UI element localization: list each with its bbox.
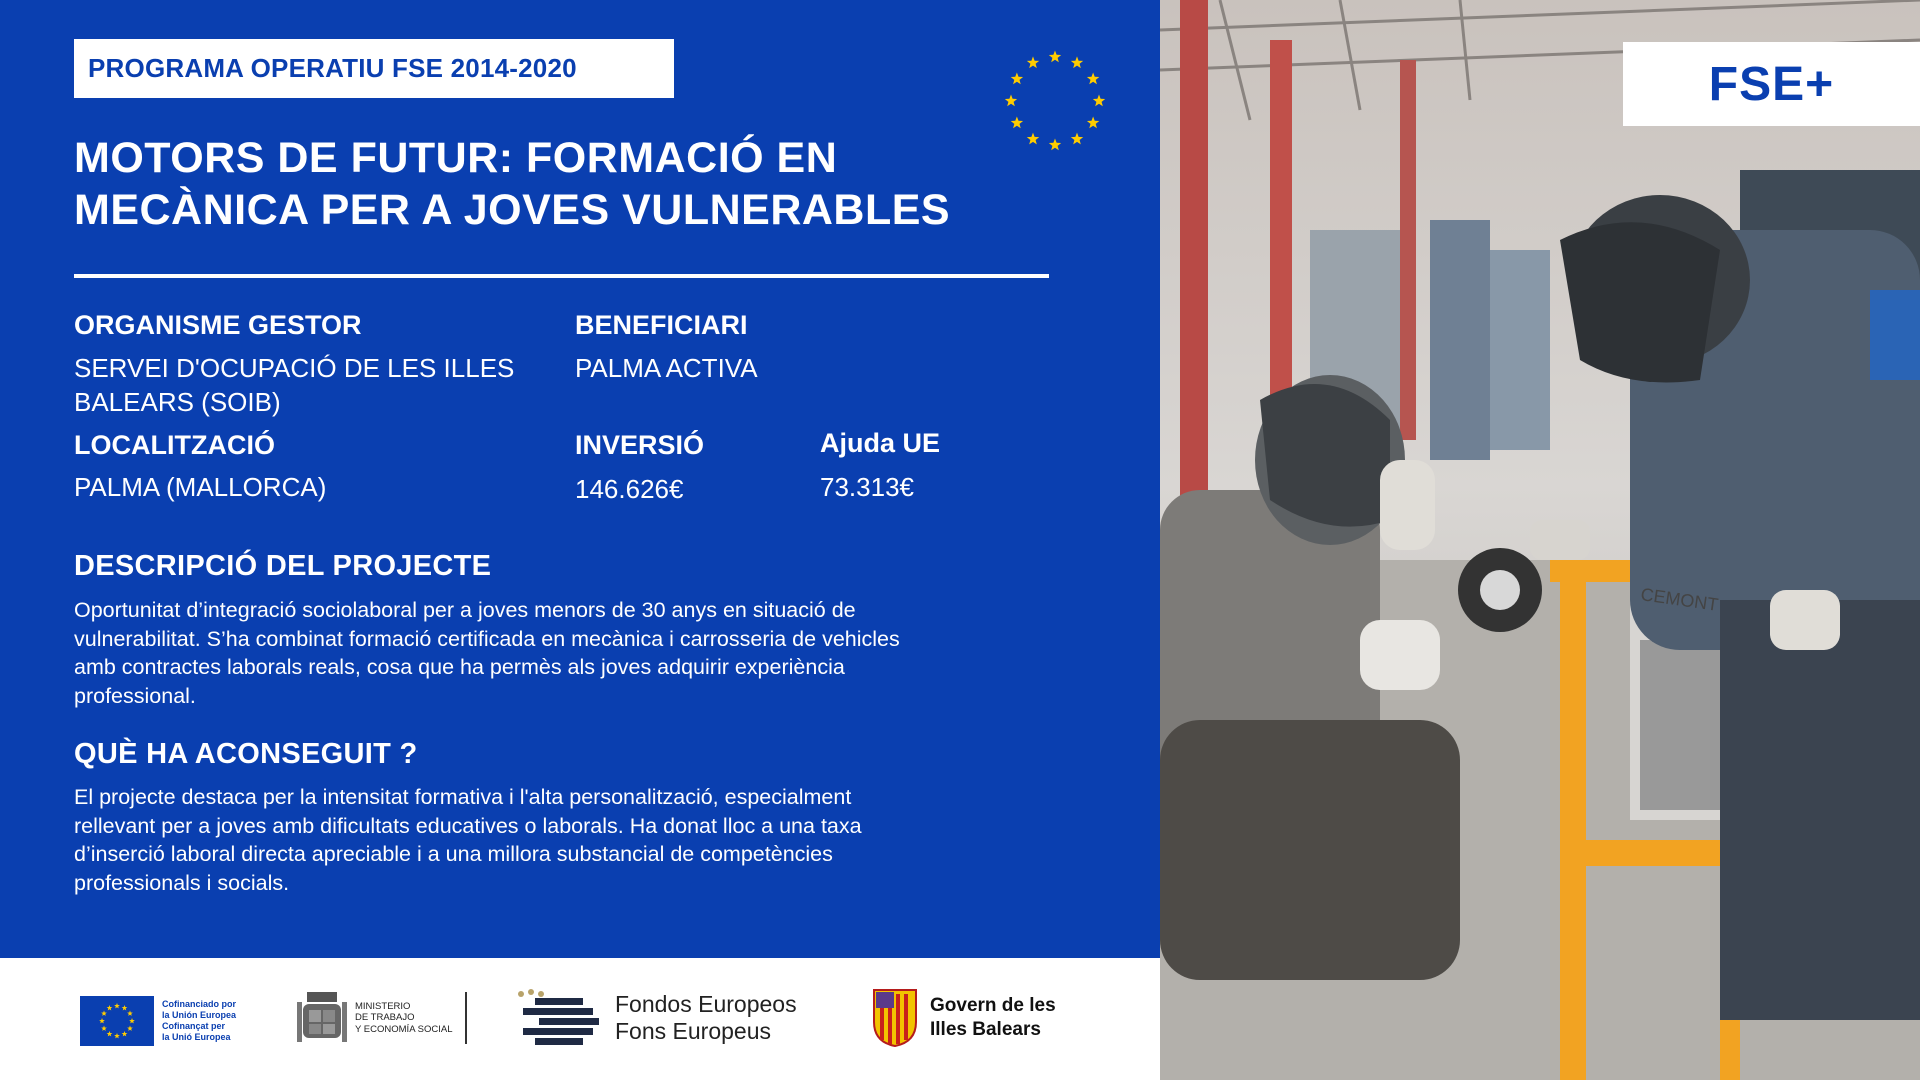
eu-star-icon <box>1011 73 1023 85</box>
govern-line-1: Govern de les <box>930 995 1056 1016</box>
ministerio-text <box>355 1001 453 1036</box>
title-divider <box>74 274 1049 278</box>
description-heading: DESCRIPCIÓ DEL PROJECTE <box>74 550 492 582</box>
eu-cofinancing-logo <box>80 996 236 1046</box>
eu-star-icon <box>1087 117 1099 129</box>
eu-star-icon <box>1005 95 1017 107</box>
fondos-europeos-icon <box>515 988 603 1048</box>
eu-star-icon <box>1071 56 1083 68</box>
spain-coat-of-arms-icon <box>295 988 349 1048</box>
achievements-line-3: d’inserció laboral directa apreciable i a una millora substancial de competències <box>74 842 833 867</box>
eu-star-icon <box>1027 56 1039 68</box>
organisme-value-line-2: BALEARS (SOIB) <box>74 387 281 417</box>
ministerio-separator <box>465 992 467 1044</box>
eu-flag-icon <box>80 996 154 1046</box>
balearic-shield-icon <box>872 988 918 1048</box>
description-line-2: vulnerabilitat. S’ha combinat formació certificada en mecànica i carrosseria de vehicles <box>74 626 900 651</box>
eu-logo-line-1: Cofinanciado por <box>162 999 236 1009</box>
title-line-2: MECÀNICA PER A JOVES VULNERABLES <box>74 186 951 234</box>
eu-logo-text <box>162 999 236 1043</box>
fse-plus-label: FSE+ <box>1708 57 1835 111</box>
workshop-photo-illustration <box>1160 0 1920 1080</box>
program-label: PROGRAMA OPERATIU FSE 2014-2020 <box>88 53 577 83</box>
achievements-line-2: rellevant per a joves amb dificultats educatives o laborals. Ha donat lloc a una taxa <box>74 813 862 838</box>
inversio-label: INVERSIÓ <box>575 430 705 460</box>
organisme-label: ORGANISME GESTOR <box>74 310 362 340</box>
eu-logo-line-2: la Unión Europea <box>162 1010 237 1020</box>
workshop-photo <box>1160 0 1920 1080</box>
localitzacio-value: PALMA (MALLORCA) <box>74 472 327 502</box>
eu-star-icon <box>1087 73 1099 85</box>
ministerio-line-1: MINISTERIO <box>355 1000 411 1012</box>
description-line-1: Oportunitat d’integració sociolaboral per a joves menors de 30 anys en situació de <box>74 598 856 622</box>
achievements-heading: QUÈ HA ACONSEGUIT ? <box>74 738 418 770</box>
description-line-4: professional. <box>74 683 196 708</box>
organisme-value-line-1: SERVEI D'OCUPACIÓ DE LES ILLES <box>74 353 515 383</box>
eu-star-icon <box>1049 51 1061 63</box>
beneficiari-value: PALMA ACTIVA <box>575 353 758 383</box>
footer-logos <box>0 958 1160 1080</box>
organisme-value <box>74 351 514 419</box>
ajuda-label: Ajuda UE <box>820 428 941 458</box>
govern-text <box>930 994 1056 1042</box>
fondos-europeos-logo <box>515 988 797 1048</box>
ajuda-value: 73.313€ <box>820 472 914 502</box>
ministerio-line-2: DE TRABAJO <box>355 1012 415 1024</box>
ministerio-line-3: Y ECONOMÍA SOCIAL <box>355 1023 453 1035</box>
achievements-line-4: professionals i socials. <box>74 870 290 895</box>
achievements-text <box>74 783 1064 897</box>
description-line-3: amb contractes laborals reals, cosa que ha permès als joves adquirir experiència <box>74 655 845 680</box>
eu-star-icon <box>1011 117 1023 129</box>
eu-logo-line-4: la Unió Europea <box>162 1032 231 1042</box>
localitzacio-label: LOCALITZACIÓ <box>74 430 275 460</box>
title-line-1: MOTORS DE FUTUR: FORMACIÓ EN <box>74 134 838 182</box>
eu-logo-line-3: Cofinançat per <box>162 1021 226 1031</box>
description-text <box>74 596 1064 710</box>
inversio-value: 146.626€ <box>575 474 684 504</box>
fondos-line-1: Fondos Europeos <box>615 991 797 1017</box>
fondos-text <box>615 991 797 1045</box>
beneficiari-label: BENEFICIARI <box>575 310 748 340</box>
page-title <box>74 132 1074 236</box>
achievements-line-1: El projecte destaca per la intensitat formativa i l'alta personalització, especialment <box>74 785 852 809</box>
eu-star-icon <box>1093 95 1105 107</box>
program-label-box <box>74 39 674 98</box>
ministerio-logo <box>295 988 467 1048</box>
govern-illes-balears-logo <box>872 988 1056 1048</box>
govern-line-2: Illes Balears <box>930 1019 1041 1040</box>
fondos-line-2: Fons Europeus <box>615 1018 771 1044</box>
svg-text:CEMONT: CEMONT <box>1639 584 1720 615</box>
fse-plus-badge <box>1623 42 1920 126</box>
